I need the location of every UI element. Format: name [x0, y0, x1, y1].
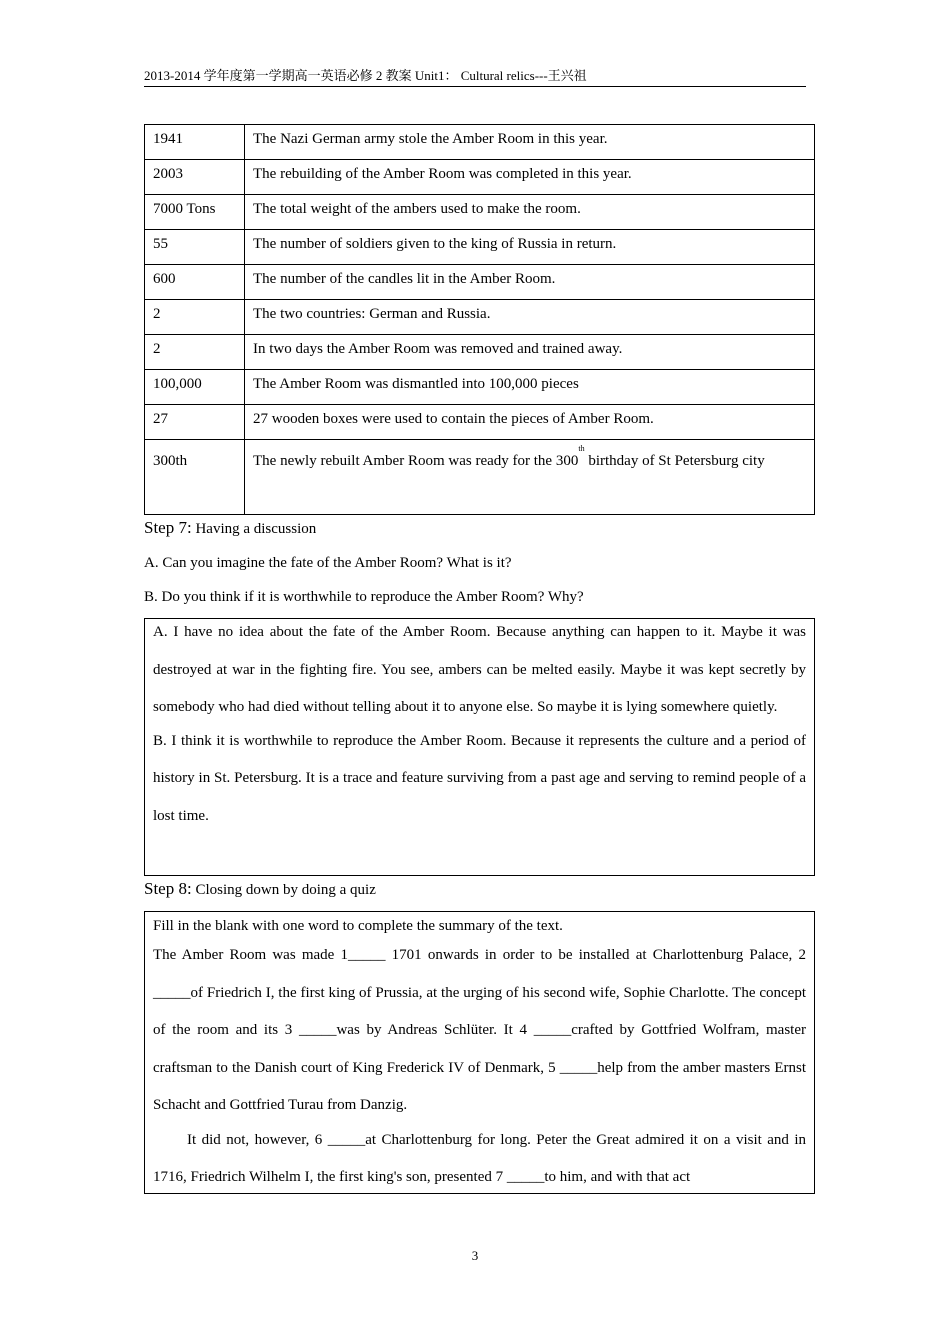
- table-row: [145, 405, 815, 440]
- table-cell-key: 300th: [145, 440, 245, 515]
- table-row: [145, 300, 815, 335]
- table-cell-key: 7000 Tons: [145, 195, 245, 230]
- desc-text: The newly rebuilt Amber Room was ready for the 300: [253, 453, 579, 469]
- step-label: Step 8:: [144, 879, 192, 898]
- table-row: [145, 125, 815, 160]
- table-cell-key: 2003: [145, 160, 245, 195]
- table-cell-desc: The total weight of the ambers used to make the room.: [245, 195, 815, 230]
- step-title: Having a discussion: [191, 521, 317, 537]
- table-row: [145, 195, 815, 230]
- table-cell-desc: The rebuilding of the Amber Room was completed in this year.: [245, 160, 815, 195]
- table-row: [145, 370, 815, 405]
- quiz-paragraph-1: The Amber Room was made 1_____ 1701 onwards in order to be installed at Charlottenburg Palace, 2 _____of Friedrich I, the first king of Prussia, at the urging of his second wife, Sophie Charlotte. The concept of the room and its 3 _____was by Andreas Schlüter. It 4 _____crafted by Gottfried Wolfram, master craftsman to the Danish court of King Frederick IV of Denmark, 5 _____help from the amber masters Ernst Schacht and Gottfried Turau from Danzig.: [153, 947, 806, 1113]
- table-cell-key: 2: [145, 300, 245, 335]
- table-cell-key: 2: [145, 335, 245, 370]
- table-cell-desc: In two days the Amber Room was removed and trained away.: [245, 335, 815, 370]
- step7-heading: [144, 518, 316, 539]
- page-number: 3: [471, 1248, 479, 1263]
- table-row: [145, 230, 815, 265]
- amber-room-facts-table: [144, 124, 815, 515]
- table-cell-key: 1941: [145, 125, 245, 160]
- step-title: Closing down by doing a quiz: [191, 882, 376, 898]
- discussion-answers-box: [144, 618, 815, 876]
- table-cell-desc: 27 wooden boxes were used to contain the pieces of Amber Room.: [245, 405, 815, 440]
- question-a: A. Can you imagine the fate of the Amber Room? What is it?: [144, 555, 512, 571]
- answer-b: B. I think it is worthwhile to reproduce the Amber Room. Because it represents the culture and a period of history in St. Petersburg. It is a trace and feature surviving from a past age and serving to remind people of a lost time.: [153, 732, 806, 824]
- table-row: [145, 265, 815, 300]
- table-cell-desc: The number of the candles lit in the Amber Room.: [245, 265, 815, 300]
- step8-heading: [144, 879, 376, 900]
- page-header: 2013-2014 学年度第一学期高一英语必修 2 教案 Unit1： Cultural relics---王兴祖: [144, 66, 806, 87]
- quiz-paragraph-2: It did not, however, 6 _____at Charlottenburg for long. Peter the Great admired it on a visit and in 1716, Friedrich Wilhelm I, the first king's son, presented 7 _____to him, and with that act: [153, 1131, 806, 1185]
- question-b: B. Do you think if it is worthwhile to reproduce the Amber Room? Why?: [144, 589, 584, 605]
- table-cell-desc: The Nazi German army stole the Amber Room in this year.: [245, 125, 815, 160]
- table-row: [145, 335, 815, 370]
- table-cell-desc: The Amber Room was dismantled into 100,000 pieces: [245, 370, 815, 405]
- table-cell-desc: The two countries: German and Russia.: [245, 300, 815, 335]
- table-row: [145, 160, 815, 195]
- table-row: [145, 440, 815, 515]
- step-label: Step 7:: [144, 518, 192, 537]
- table-cell-key: 100,000: [145, 370, 245, 405]
- table-cell-desc: [245, 440, 815, 515]
- table-cell-desc: The number of soldiers given to the king of Russia in return.: [245, 230, 815, 265]
- ordinal-suffix: th: [578, 444, 585, 453]
- desc-text: birthday of St Petersburg city: [584, 453, 765, 469]
- quiz-instruction: Fill in the blank with one word to complete the summary of the text.: [153, 918, 563, 934]
- table-cell-key: 27: [145, 405, 245, 440]
- table-cell-key: 55: [145, 230, 245, 265]
- table-cell-key: 600: [145, 265, 245, 300]
- answer-a: A. I have no idea about the fate of the Amber Room. Because anything can happen to it. Maybe it was destroyed at war in the fighting fire. You see, ambers can be melted easily. Maybe it was kept secretly by somebody who had died without telling about it to anyone else. So maybe it is lying somewhere quietly.: [153, 624, 806, 715]
- quiz-box: [144, 911, 815, 1194]
